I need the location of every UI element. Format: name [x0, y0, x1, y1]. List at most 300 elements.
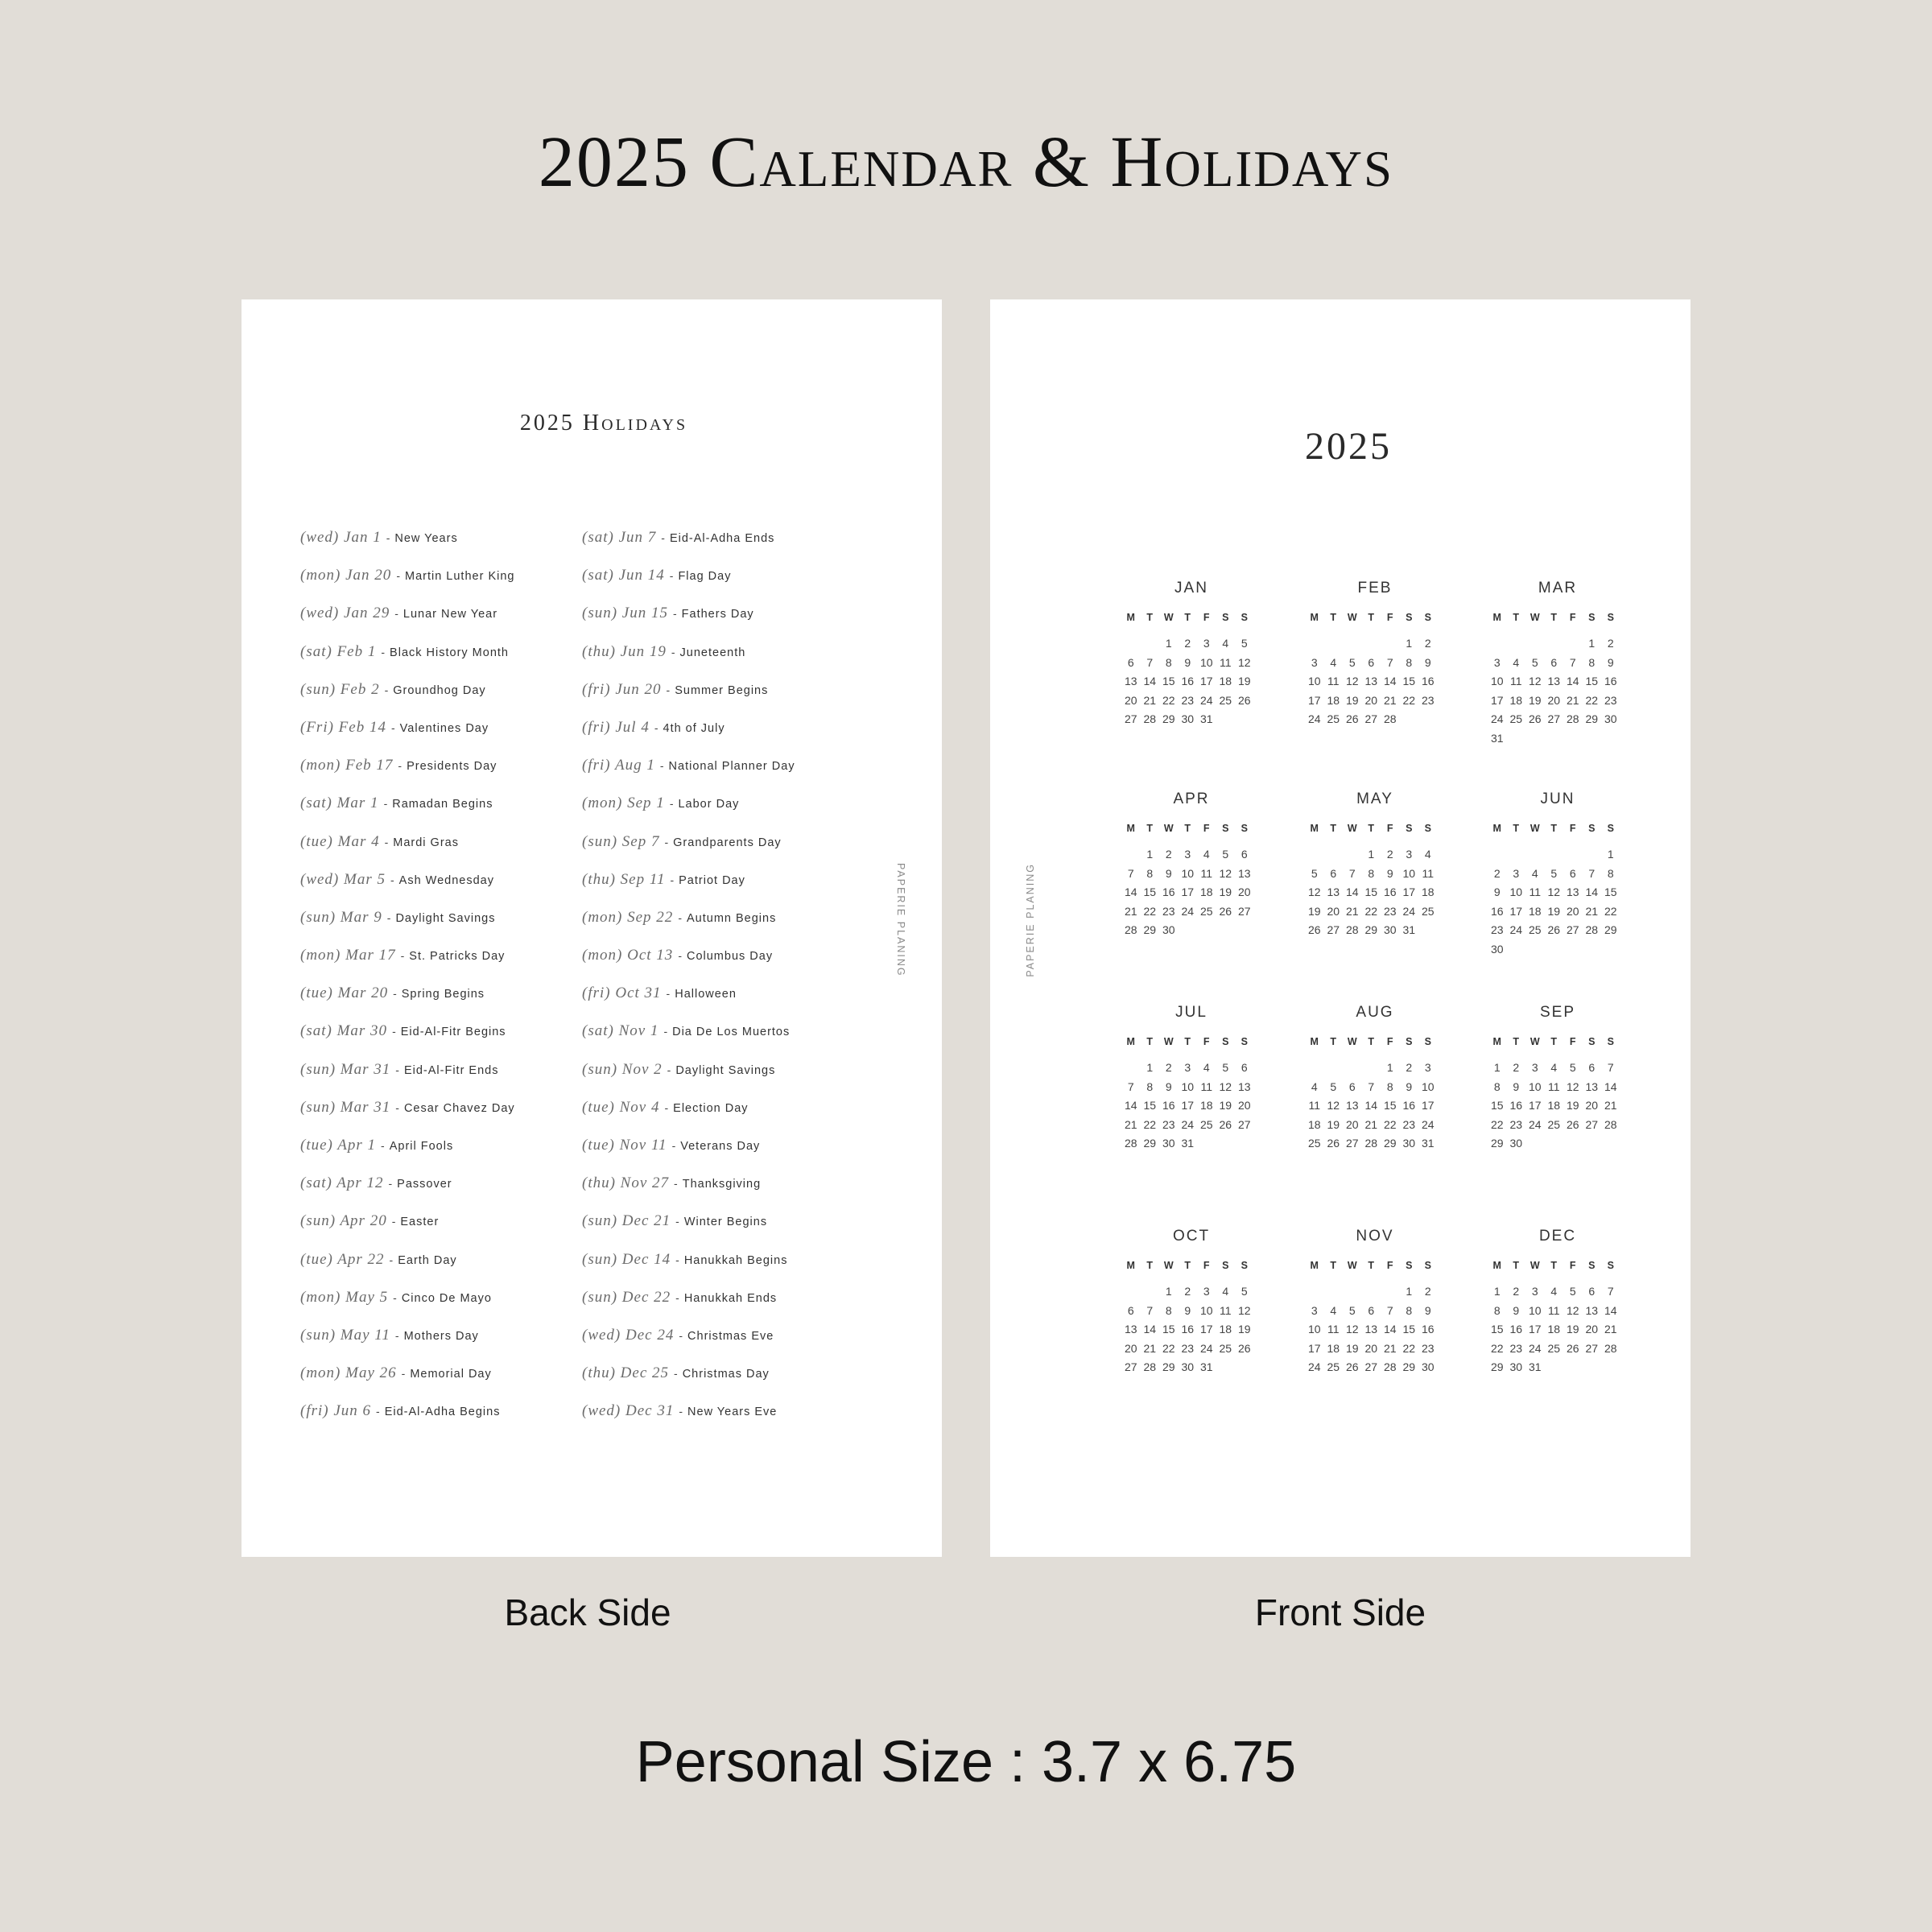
day-cell: 14 [1124, 886, 1137, 899]
day-cell: 30 [1604, 712, 1617, 726]
day-cell: 12 [1219, 1080, 1232, 1093]
day-cell: 20 [1237, 1099, 1251, 1113]
empty-day-cell [1324, 1282, 1344, 1302]
day-cell: 22 [1604, 904, 1617, 918]
weekday-label: W [1163, 612, 1174, 623]
day-cell: 8 [1493, 1303, 1501, 1317]
holiday-name: Eid-Al-Adha Ends [669, 532, 775, 545]
weekday-label: F [1569, 823, 1576, 834]
day-cell: 3 [1513, 866, 1520, 880]
day-cell: 21 [1383, 1341, 1397, 1355]
day-cell: 15 [1143, 886, 1157, 899]
day-cell: 1 [1493, 1285, 1501, 1298]
day-cell: 5 [1222, 1061, 1229, 1074]
holiday-item [582, 1022, 795, 1060]
day-cell: 26 [1219, 904, 1232, 918]
day-cell: 1 [1406, 1285, 1413, 1298]
day-cell: 25 [1327, 1360, 1340, 1374]
day-cell: 30 [1402, 1137, 1416, 1150]
day-cell: 24 [1509, 923, 1523, 937]
day-cell: 18 [1509, 693, 1523, 707]
holiday-item [582, 909, 795, 947]
weekday-label: W [1163, 1036, 1174, 1047]
day-cell: 14 [1383, 1323, 1397, 1336]
holiday-item [300, 1174, 515, 1212]
day-cell: 26 [1327, 1137, 1340, 1150]
holiday-separator: - [669, 797, 674, 811]
holiday-name: Eid-Al-Fitr Ends [403, 1063, 499, 1077]
holiday-separator: - [395, 1100, 399, 1114]
day-cell: 2 [1607, 637, 1614, 650]
day-cell: 13 [1547, 675, 1561, 688]
holiday-item [300, 567, 515, 605]
day-cell: 17 [1528, 1323, 1542, 1336]
weekday-header [1121, 612, 1261, 634]
day-cell: 13 [1585, 1303, 1599, 1317]
weekday-label: M [1126, 1036, 1135, 1047]
holiday-date: (tue) Mar 4 [300, 832, 380, 850]
holiday-name: Veterans Day [680, 1140, 761, 1153]
day-cell: 13 [1364, 1323, 1378, 1336]
day-cell: 22 [1402, 1341, 1416, 1355]
day-cell: 2 [1513, 1285, 1520, 1298]
holiday-item [582, 643, 795, 681]
day-cell: 21 [1345, 904, 1359, 918]
month-apr [1121, 791, 1261, 940]
empty-day-cell [1488, 845, 1507, 865]
month-aug [1305, 1004, 1445, 1154]
day-cell: 6 [1127, 655, 1134, 669]
day-cell: 14 [1124, 1099, 1137, 1113]
weekday-label: S [1222, 1036, 1229, 1047]
day-cell: 7 [1607, 1061, 1614, 1074]
day-cell: 13 [1327, 886, 1340, 899]
day-cell: 23 [1421, 693, 1435, 707]
day-cell: 29 [1490, 1137, 1504, 1150]
holiday-name: Hanukkah Begins [683, 1253, 788, 1267]
holiday-date: (sun) Apr 20 [300, 1212, 387, 1230]
holiday-name: Easter [400, 1216, 440, 1229]
holiday-name: Ramadan Begins [392, 798, 493, 811]
holiday-item [582, 985, 795, 1022]
day-cell: 31 [1402, 923, 1416, 937]
holiday-item [582, 947, 795, 985]
day-cell: 25 [1219, 693, 1232, 707]
day-cell: 13 [1345, 1099, 1359, 1113]
day-cell: 25 [1199, 1117, 1213, 1131]
holiday-item [582, 1327, 795, 1364]
weekday-label: S [1406, 823, 1413, 834]
holiday-separator: - [390, 720, 395, 734]
day-cell: 1 [1493, 1061, 1501, 1074]
day-cell: 20 [1585, 1099, 1599, 1113]
day-cell: 12 [1237, 655, 1251, 669]
day-cell: 24 [1181, 1117, 1195, 1131]
day-cell: 11 [1219, 655, 1232, 669]
weekday-label: F [1569, 612, 1576, 623]
day-cell: 2 [1184, 1285, 1191, 1298]
day-cell: 29 [1143, 923, 1157, 937]
day-cell: 5 [1550, 866, 1558, 880]
empty-day-cell [1381, 634, 1400, 654]
day-cell: 7 [1348, 866, 1356, 880]
holidays-left-column [300, 529, 515, 1441]
day-cell: 6 [1368, 1303, 1375, 1317]
day-cell: 29 [1585, 712, 1599, 726]
empty-day-cell [1343, 1282, 1362, 1302]
day-cell: 2 [1513, 1061, 1520, 1074]
holiday-item [582, 1099, 795, 1137]
day-cell: 12 [1345, 1323, 1359, 1336]
day-cell: 27 [1585, 1341, 1599, 1355]
weekday-label: T [1146, 823, 1154, 834]
day-cell: 6 [1550, 655, 1558, 669]
holiday-name: Lunar New Year [402, 608, 498, 621]
empty-day-cell [1563, 845, 1583, 865]
weekday-label: M [1492, 612, 1501, 623]
holiday-date: (mon) Mar 17 [300, 947, 396, 964]
holiday-date: (wed) Dec 31 [582, 1402, 675, 1420]
holiday-separator: - [679, 1405, 683, 1418]
day-cell: 3 [1406, 848, 1413, 861]
day-cell: 24 [1528, 1341, 1542, 1355]
empty-day-cell [1545, 845, 1564, 865]
empty-day-cell [1141, 1282, 1160, 1302]
day-cell: 19 [1237, 675, 1251, 688]
holiday-name: Christmas Day [682, 1368, 770, 1381]
holiday-date: (sat) Jun 7 [582, 529, 657, 546]
day-cell: 16 [1490, 904, 1504, 918]
day-cell: 14 [1585, 886, 1599, 899]
holiday-name: Eid-Al-Fitr Begins [400, 1026, 506, 1039]
day-cell: 25 [1199, 904, 1213, 918]
day-cell: 19 [1327, 1117, 1340, 1131]
weekday-label: S [1241, 612, 1248, 623]
holiday-date: (sat) Jun 14 [582, 567, 665, 584]
day-cell: 28 [1604, 1341, 1617, 1355]
day-cell: 13 [1364, 675, 1378, 688]
day-cell: 23 [1181, 1341, 1195, 1355]
weekday-label: S [1607, 612, 1614, 623]
holiday-separator: - [392, 1025, 396, 1038]
day-cell: 4 [1550, 1061, 1558, 1074]
weekday-label: F [1569, 1036, 1576, 1047]
holiday-item [582, 681, 795, 719]
holiday-separator: - [386, 531, 390, 544]
day-cell: 5 [1531, 655, 1538, 669]
holiday-name: Groundhog Day [393, 683, 486, 697]
day-cell: 17 [1199, 675, 1213, 688]
day-cell: 7 [1569, 655, 1576, 669]
empty-day-cell [1324, 845, 1344, 865]
holiday-name: Flag Day [678, 570, 732, 584]
day-cell: 15 [1162, 675, 1175, 688]
weekday-label: T [1330, 1260, 1337, 1271]
day-cell: 16 [1181, 675, 1195, 688]
holiday-name: Cinco De Mayo [401, 1291, 492, 1305]
holiday-name: Election Day [673, 1101, 749, 1115]
empty-day-cell [1525, 634, 1545, 654]
day-cell: 14 [1345, 886, 1359, 899]
holiday-date: (sun) Nov 2 [582, 1060, 663, 1078]
day-cell: 25 [1307, 1137, 1321, 1150]
day-cell: 31 [1490, 731, 1504, 745]
day-cell: 28 [1585, 923, 1599, 937]
weekday-label: S [1607, 823, 1614, 834]
weekday-label: S [1241, 1260, 1248, 1271]
day-cell: 4 [1424, 848, 1431, 861]
day-cell: 17 [1509, 904, 1523, 918]
day-cell: 19 [1237, 1323, 1251, 1336]
day-cell: 28 [1364, 1137, 1378, 1150]
weekday-header [1488, 612, 1628, 634]
weekday-label: T [1184, 612, 1191, 623]
day-cell: 19 [1219, 1099, 1232, 1113]
holiday-date: (sat) Mar 30 [300, 1022, 388, 1040]
day-cell: 24 [1307, 712, 1321, 726]
day-cell: 10 [1199, 655, 1213, 669]
day-cell: 23 [1509, 1341, 1523, 1355]
weekday-label: S [1424, 612, 1431, 623]
day-cell: 15 [1143, 1099, 1157, 1113]
weekday-label: S [1588, 1260, 1596, 1271]
day-cell: 3 [1311, 655, 1318, 669]
holiday-separator: - [389, 1253, 394, 1266]
weekday-label: S [1222, 612, 1229, 623]
day-cell: 15 [1490, 1099, 1504, 1113]
day-cell: 27 [1124, 1360, 1137, 1374]
month-name: NOV [1356, 1228, 1394, 1245]
holiday-separator: - [396, 569, 400, 583]
day-grid [1305, 1282, 1445, 1377]
day-cell: 3 [1531, 1285, 1538, 1298]
holiday-name: National Planner Day [668, 760, 795, 774]
month-jun [1488, 791, 1628, 960]
day-cell: 18 [1327, 693, 1340, 707]
holiday-item [582, 795, 795, 832]
holiday-name: Dia De Los Muertos [672, 1026, 791, 1039]
day-cell: 12 [1219, 866, 1232, 880]
holiday-date: (sun) Dec 21 [582, 1212, 671, 1230]
day-cell: 5 [1348, 655, 1356, 669]
day-grid [1121, 634, 1261, 729]
day-cell: 30 [1509, 1137, 1523, 1150]
month-name: APR [1173, 791, 1210, 807]
holiday-separator: - [390, 873, 394, 886]
day-cell: 27 [1124, 712, 1137, 726]
day-cell: 25 [1547, 1341, 1561, 1355]
holiday-item [300, 871, 515, 909]
weekday-label: W [1530, 612, 1540, 623]
day-cell: 9 [1513, 1080, 1520, 1093]
day-cell: 9 [1386, 866, 1393, 880]
day-cell: 14 [1364, 1099, 1378, 1113]
day-cell: 28 [1124, 923, 1137, 937]
day-cell: 22 [1585, 693, 1599, 707]
day-cell: 6 [1348, 1080, 1356, 1093]
day-cell: 31 [1199, 712, 1213, 726]
month-name: OCT [1172, 1228, 1211, 1245]
holiday-separator: - [667, 1063, 671, 1076]
empty-day-cell [1324, 1059, 1344, 1078]
holiday-name: Fathers Day [681, 608, 754, 621]
day-cell: 23 [1604, 693, 1617, 707]
holiday-date: (mon) Oct 13 [582, 947, 674, 964]
empty-day-cell [1362, 1282, 1381, 1302]
holiday-date: (fri) Aug 1 [582, 757, 655, 774]
day-cell: 3 [1424, 1061, 1431, 1074]
holiday-separator: - [393, 987, 397, 1001]
day-cell: 31 [1421, 1137, 1435, 1150]
month-name: MAR [1538, 580, 1578, 597]
weekday-label: W [1530, 1036, 1540, 1047]
holiday-separator: - [383, 797, 388, 811]
empty-day-cell [1583, 845, 1602, 865]
day-cell: 1 [1165, 1285, 1172, 1298]
day-cell: 22 [1162, 1341, 1175, 1355]
day-cell: 21 [1364, 1117, 1378, 1131]
weekday-label: F [1386, 612, 1393, 623]
day-cell: 19 [1547, 904, 1561, 918]
holiday-name: Presidents Day [407, 760, 497, 774]
weekday-label: F [1203, 1260, 1210, 1271]
day-cell: 17 [1307, 1341, 1321, 1355]
day-cell: 12 [1327, 1099, 1340, 1113]
day-cell: 17 [1199, 1323, 1213, 1336]
day-cell: 1 [1165, 637, 1172, 650]
holiday-name: Black History Month [390, 646, 509, 659]
month-mar [1488, 580, 1628, 749]
day-cell: 21 [1383, 693, 1397, 707]
day-cell: 26 [1307, 923, 1321, 937]
day-cell: 12 [1307, 886, 1321, 899]
holiday-date: (fri) Jul 4 [582, 718, 650, 736]
day-cell: 1 [1588, 637, 1596, 650]
holiday-name: Patriot Day [679, 873, 745, 887]
holiday-date: (tue) Apr 1 [300, 1137, 377, 1154]
weekday-label: M [1126, 823, 1135, 834]
holidays-right-column [582, 529, 795, 1441]
holiday-separator: - [664, 1100, 669, 1114]
holiday-item [582, 1174, 795, 1212]
holiday-name: Columbus Day [686, 950, 774, 964]
holiday-separator: - [398, 759, 402, 773]
day-cell: 21 [1604, 1099, 1617, 1113]
size-label: Personal Size : 3.7 x 6.75 [635, 1730, 1297, 1794]
holiday-name: Thanksgiving [682, 1178, 762, 1191]
holiday-separator: - [395, 1063, 399, 1076]
day-cell: 14 [1604, 1303, 1617, 1317]
weekday-label: S [1406, 1260, 1413, 1271]
day-cell: 10 [1181, 1080, 1195, 1093]
day-cell: 20 [1345, 1117, 1359, 1131]
day-cell: 18 [1199, 886, 1213, 899]
day-cell: 30 [1421, 1360, 1435, 1374]
day-cell: 8 [1588, 655, 1596, 669]
holiday-separator: - [381, 1139, 385, 1152]
weekday-label: T [1330, 612, 1337, 623]
holiday-date: (sat) Apr 12 [300, 1174, 384, 1192]
day-cell: 4 [1311, 1080, 1318, 1093]
holiday-name: Spring Begins [401, 988, 485, 1001]
month-oct [1121, 1228, 1261, 1377]
weekday-label: F [1386, 1036, 1393, 1047]
day-cell: 21 [1143, 1341, 1157, 1355]
weekday-label: S [1607, 1260, 1614, 1271]
day-grid [1305, 1059, 1445, 1154]
weekday-label: W [1530, 823, 1540, 834]
weekday-label: W [1347, 612, 1357, 623]
day-cell: 23 [1383, 904, 1397, 918]
holidays-title: 2025 Holidays [519, 411, 688, 436]
holiday-date: (thu) Nov 27 [582, 1174, 670, 1192]
holiday-name: Memorial Day [410, 1368, 492, 1381]
weekday-label: F [1569, 1260, 1576, 1271]
day-cell: 4 [1222, 1285, 1229, 1298]
day-cell: 8 [1493, 1080, 1501, 1093]
holiday-name: Martin Luther King [404, 570, 515, 584]
day-grid [1488, 845, 1628, 960]
weekday-label: M [1492, 1260, 1501, 1271]
day-cell: 12 [1566, 1080, 1579, 1093]
holiday-name: Mothers Day [403, 1329, 479, 1343]
day-cell: 13 [1566, 886, 1579, 899]
weekday-label: M [1126, 612, 1135, 623]
holiday-separator: - [671, 645, 675, 658]
day-cell: 18 [1421, 886, 1435, 899]
month-nov [1305, 1228, 1445, 1377]
day-cell: 19 [1345, 693, 1359, 707]
day-cell: 16 [1421, 675, 1435, 688]
day-cell: 13 [1124, 675, 1137, 688]
holiday-name: 4th of July [663, 721, 725, 735]
weekday-label: M [1492, 823, 1501, 834]
weekday-header [1488, 1036, 1628, 1059]
empty-day-cell [1121, 634, 1141, 654]
day-cell: 11 [1547, 1080, 1560, 1093]
day-cell: 10 [1490, 675, 1504, 688]
day-cell: 26 [1566, 1117, 1579, 1131]
empty-day-cell [1121, 1059, 1141, 1078]
weekday-label: T [1146, 612, 1154, 623]
holiday-item [300, 1289, 515, 1327]
holiday-separator: - [671, 1139, 676, 1152]
day-cell: 22 [1364, 904, 1378, 918]
holiday-name: Ash Wednesday [398, 873, 494, 887]
brand-label: PAPERIE PLANING [895, 863, 906, 977]
holiday-separator: - [663, 1025, 668, 1038]
day-cell: 8 [1406, 655, 1413, 669]
holiday-date: (tue) Nov 4 [582, 1098, 660, 1116]
holiday-name: Daylight Savings [675, 1063, 776, 1077]
weekday-label: S [1607, 1036, 1614, 1047]
holiday-date: (wed) Jan 29 [300, 605, 390, 622]
day-cell: 19 [1219, 886, 1232, 899]
day-cell: 30 [1162, 1137, 1175, 1150]
day-cell: 25 [1327, 712, 1340, 726]
day-cell: 23 [1162, 1117, 1175, 1131]
holiday-item [582, 605, 795, 642]
weekday-label: T [1368, 612, 1375, 623]
holiday-name: Hanukkah Ends [683, 1291, 778, 1305]
holiday-separator: - [654, 720, 658, 734]
day-cell: 10 [1199, 1303, 1213, 1317]
holiday-date: (sun) Dec 22 [582, 1288, 671, 1306]
empty-day-cell [1121, 1282, 1141, 1302]
holiday-item [582, 529, 795, 567]
empty-day-cell [1381, 1282, 1400, 1302]
holiday-name: Mardi Gras [393, 836, 459, 849]
